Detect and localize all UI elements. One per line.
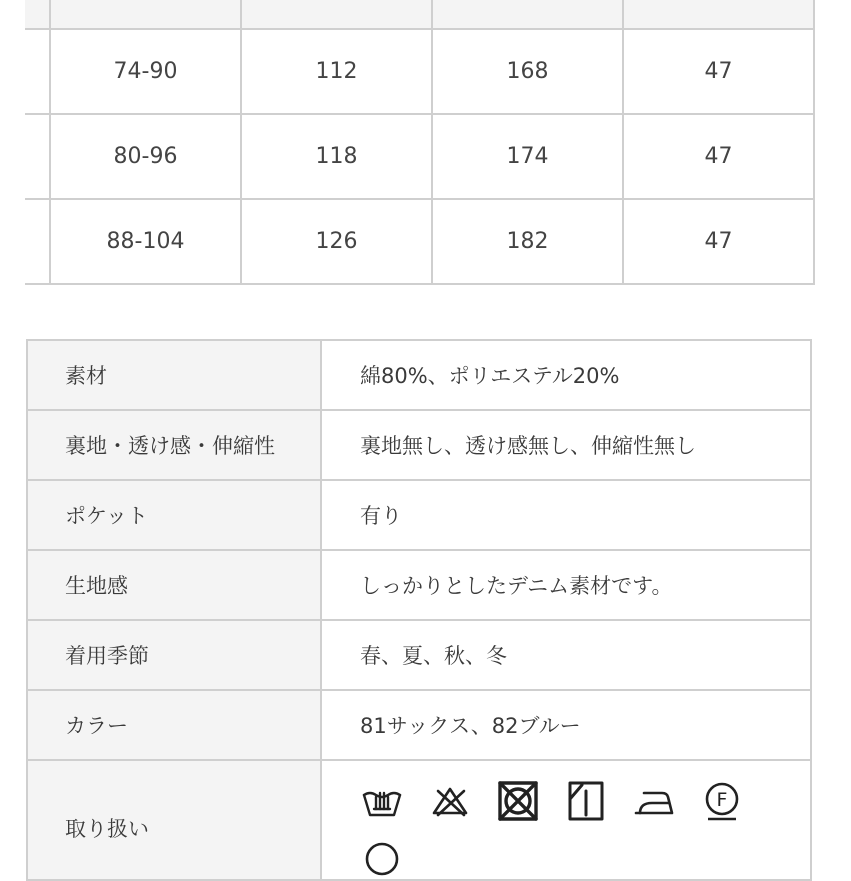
- table-row: [27, 550, 811, 620]
- size-cell: 168: [432, 29, 623, 114]
- iron-low-icon: [632, 781, 682, 821]
- spec-label: 生地感: [27, 550, 321, 620]
- spec-value: 裏地無し、透け感無し、伸縮性無し: [321, 410, 811, 480]
- no-tumble-dry-icon: [496, 781, 546, 821]
- spec-value: しっかりとしたデニム素材です。: [321, 550, 811, 620]
- size-cell: 47: [623, 114, 814, 199]
- spec-label: 着用季節: [27, 620, 321, 690]
- dry-clean-f-icon: [700, 781, 750, 821]
- care-icons-cell: [321, 760, 811, 880]
- size-cell: 80-96: [50, 114, 241, 199]
- size-cell: 47: [623, 199, 814, 284]
- care-icons-row-2: [360, 821, 810, 879]
- table-row: [25, 199, 814, 284]
- spec-label: 素材: [27, 340, 321, 410]
- table-row: [25, 114, 814, 199]
- size-cell: 112: [241, 29, 432, 114]
- size-table-header-row: [25, 0, 814, 29]
- size-table: [25, 0, 815, 285]
- size-cell: 74-90: [50, 29, 241, 114]
- table-row: [27, 690, 811, 760]
- table-row: [27, 480, 811, 550]
- table-row: [25, 29, 814, 114]
- spec-label: ポケット: [27, 480, 321, 550]
- hand-wash-icon: [360, 781, 410, 821]
- spec-value: 81サックス、82ブルー: [321, 690, 811, 760]
- line-dry-shade-icon: [564, 781, 614, 821]
- spec-value: 有り: [321, 480, 811, 550]
- table-row: [27, 340, 811, 410]
- size-cell: 88-104: [50, 199, 241, 284]
- care-icons: [360, 761, 810, 821]
- spec-table: [26, 339, 812, 881]
- spec-label: カラー: [27, 690, 321, 760]
- spec-value: 綿80%、ポリエステル20%: [321, 340, 811, 410]
- table-row-care: [27, 760, 811, 880]
- size-cell: 47: [623, 29, 814, 114]
- table-row: [27, 620, 811, 690]
- size-cell: 126: [241, 199, 432, 284]
- size-cell: 174: [432, 114, 623, 199]
- size-cell: 182: [432, 199, 623, 284]
- spec-label: 裏地・透け感・伸縮性: [27, 410, 321, 480]
- dry-clean-letter: F: [716, 789, 728, 811]
- spec-value: 春、夏、秋、冬: [321, 620, 811, 690]
- table-row: [27, 410, 811, 480]
- spec-label: 取り扱い: [27, 760, 321, 880]
- size-cell: 118: [241, 114, 432, 199]
- round-icon: [360, 839, 410, 879]
- no-bleach-icon: [428, 781, 478, 821]
